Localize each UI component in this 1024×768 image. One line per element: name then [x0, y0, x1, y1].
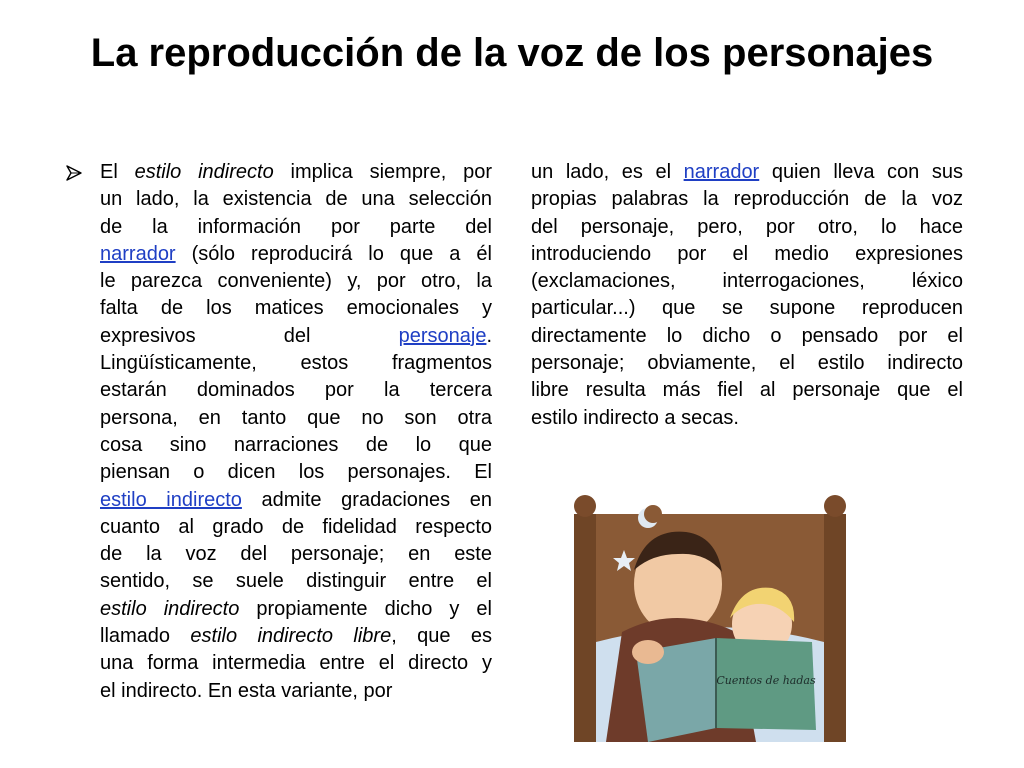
- link-narrador[interactable]: narrador: [100, 242, 176, 265]
- hand: [632, 640, 664, 664]
- text-line: El estilo indirecto implica siempre, por: [100, 161, 492, 183]
- text-column-left: [100, 159, 492, 705]
- text-line: directamente lo dicho o pensado por el: [531, 324, 963, 347]
- emphasis-text: estilo indirecto: [100, 597, 240, 620]
- storybook-illustration: [566, 492, 854, 750]
- link-estilo-indirecto[interactable]: estilo indirecto: [100, 488, 242, 511]
- link-narrador[interactable]: narrador: [683, 161, 760, 183]
- bedpost-knob: [824, 495, 846, 517]
- text-line: propias palabras la reproducción de la voz: [531, 188, 963, 211]
- text-column-right: [531, 159, 963, 432]
- text-line: estilo indirecto propiamente dicho y el: [100, 597, 493, 620]
- text-line: un lado, la existencia de una selección: [100, 188, 492, 211]
- text-line: libre resulta más fiel al personaje que el: [531, 379, 963, 402]
- text-line: de la voz del personaje; en este: [100, 543, 492, 566]
- text-line: personaje; obviamente, el estilo indirecto: [531, 352, 963, 375]
- text-line: del personaje, pero, por otro, lo hace: [531, 215, 963, 238]
- text-line: una forma intermedia entre el directo y: [100, 652, 492, 675]
- text-line: expresivos del personaje.: [100, 324, 492, 347]
- text-line: estilo indirecto admite gradaciones en: [100, 488, 492, 511]
- text-line: de la información por parte del: [100, 215, 492, 238]
- text-line: introduciendo por el medio expresiones: [531, 242, 963, 265]
- text-line: particular...) que se supone reproducen: [531, 297, 963, 320]
- arrow-bullet-icon: [64, 163, 84, 183]
- text-line: narrador (sólo reproducirá lo que a él: [100, 242, 492, 265]
- text-line: llamado estilo indirecto libre, que es: [100, 625, 492, 648]
- emphasis-text: estilo indirecto: [134, 161, 274, 183]
- slide-title: La reproducción de la voz de los personajes: [90, 31, 934, 75]
- text-line: estarán dominados por la tercera: [100, 379, 492, 402]
- text-line: cosa sino narraciones de lo que: [100, 433, 492, 456]
- book-title: Cuentos de hadas: [716, 674, 816, 687]
- text-line: un lado, es el narrador quien lleva con sus: [531, 161, 963, 183]
- text-line: falta de los matices emocionales y: [100, 297, 492, 320]
- text-line: cuanto al grado de fidelidad respecto: [100, 515, 492, 538]
- text-line: Lingüísticamente, estos fragmentos: [100, 352, 492, 375]
- text-line: piensan o dicen los personajes. El: [100, 461, 492, 484]
- text-line: le parezca conveniente) y, por otro, la: [100, 270, 492, 293]
- text-line: el indirecto. En esta variante, por: [100, 679, 393, 702]
- text-line: persona, en tanto que no son otra: [100, 406, 492, 429]
- link-personaje[interactable]: personaje: [398, 324, 487, 347]
- emphasis-text: estilo indirecto libre: [190, 625, 392, 648]
- text-line: (exclamaciones, interrogaciones, léxico: [531, 270, 963, 293]
- text-line: estilo indirecto a secas.: [531, 406, 739, 429]
- bedpost-knob: [574, 495, 596, 517]
- text-line: sentido, se suele distinguir entre el: [100, 570, 492, 593]
